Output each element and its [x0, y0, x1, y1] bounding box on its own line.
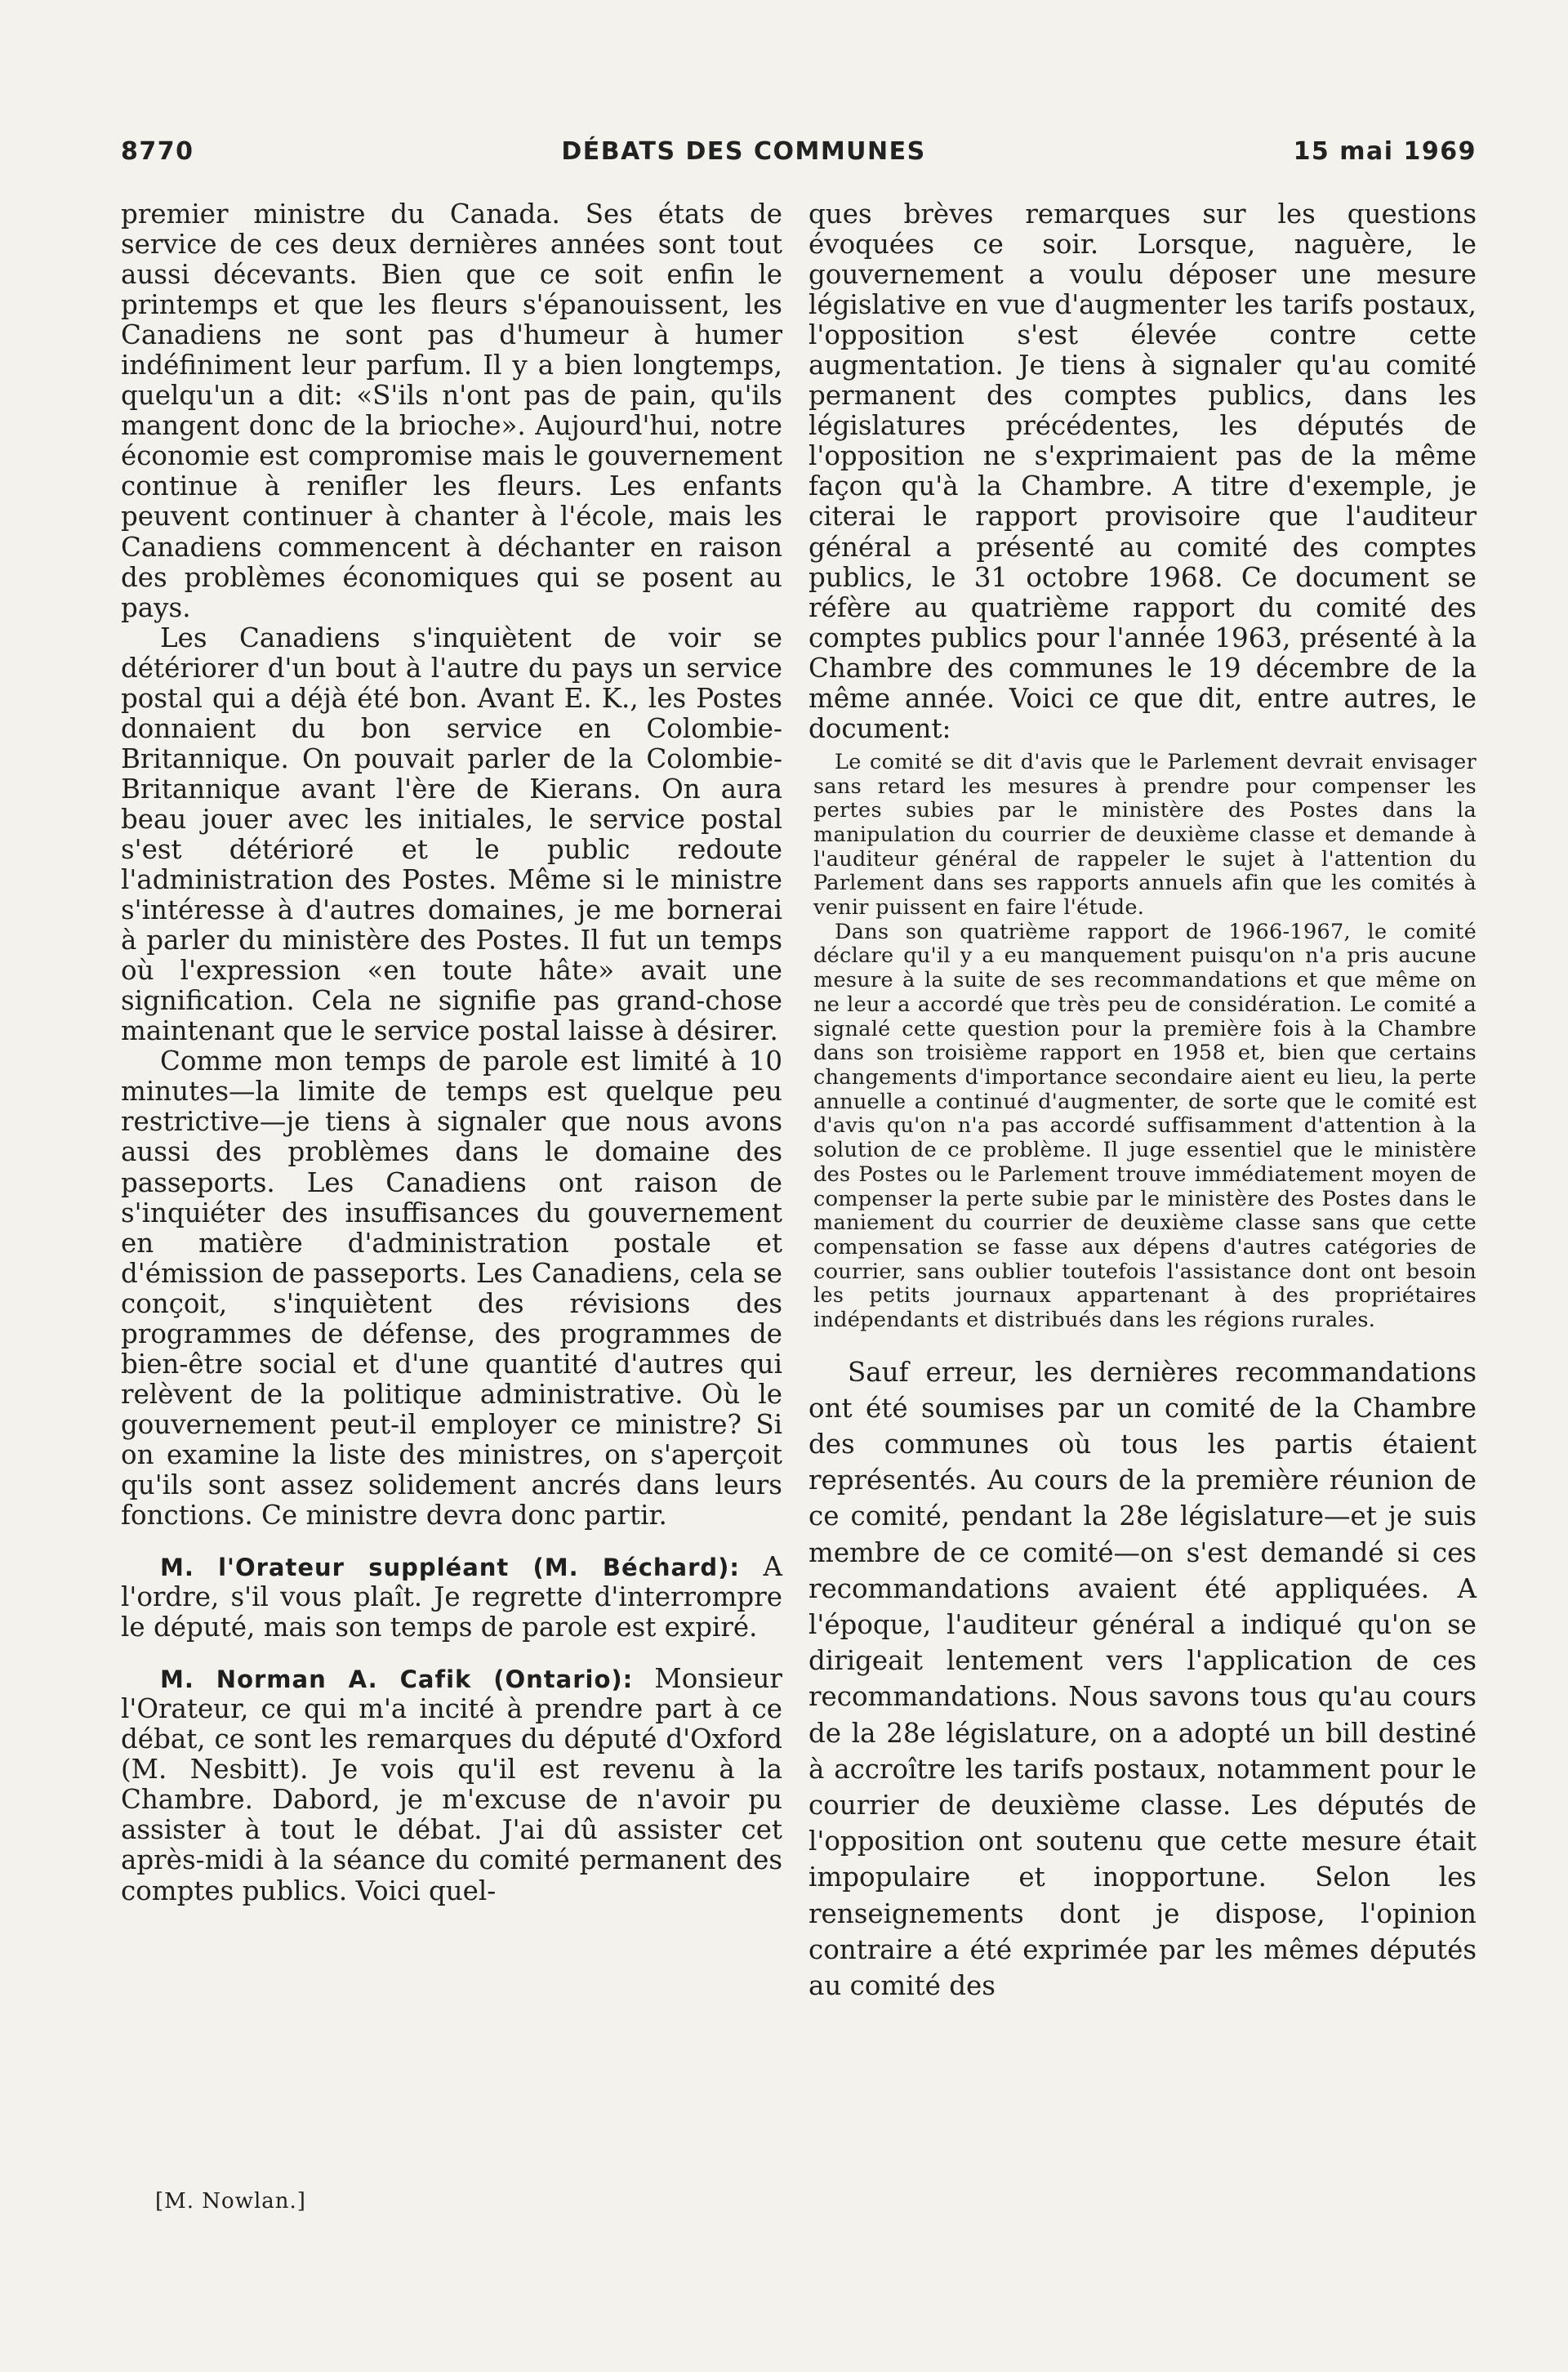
- paragraph: Sauf erreur, les dernières recommandations ont été soumises par un comité de la Chambre des communes où tous les partis étaient représentés. Au cours de la première réunion de ce comité, pendant la 28e législature—et je suis membre de ce comité—on s'est demandé si ces recommandations avaient été appliquées. A l'époque, l'auditeur général a indiqué qu'on se dirigeait lentement vers l'application de ces recommandations. Nous savons tous qu'au cours de la 28e législature, on a adopté un bill destiné à accroître les tarifs postaux, notamment pour le courrier de deuxième classe. Les députés de l'opposition ont soutenu que cette mesure était impopulaire et inopportune. Selon les renseignements dont je dispose, l'opinion contraire a été exprimée par les mêmes députés au comité des: [808, 1356, 1477, 2001]
- block-quote: [813, 751, 1477, 1333]
- quote-paragraph: Dans son quatrième rapport de 1966-1967, le comité déclare qu'il y a eu manquement puisqu'on n'a pris aucune mesure à la suite de ses recommandations et que même on ne leur a accordé que très peu de considération. Le comité a signalé cette question pour la première fois à la Chambre dans son troisième rapport en 1958 et, bien que certains changements d'importance secondaire aient eu lieu, la perte annuelle a continué d'augmenter, de sorte que le comité est d'avis qu'on n'a pas accordé suffisamment d'attention à la solution de ce problème. Il juge essentiel que le ministère des Postes ou le Parlement trouve immédiatement moyen de compenser la perte subie par le ministère des Postes dans le maniement du courrier de deuxième classe sans que cette compensation se fasse aux dépens d'autres catégories de courrier, sans oublier toutefois l'assistance dont ont besoin les petits journaux appartenant à des propriétaires indépendants et distribués dans les régions rurales.: [813, 919, 1477, 1333]
- speech-paragraph: [121, 1552, 782, 1643]
- right-column: [808, 199, 1477, 2004]
- paragraph: Les Canadiens s'inquiètent de voir se détériorer d'un bout à l'autre du pays un service postal qui a déjà été bon. Avant E. K., les Postes donnaient du bon service en Colombie-Britannique. On pouvait parler de la Colombie-Britannique avant l'ère de Kierans. On aura beau jouer avec les initiales, le service postal s'est détérioré et le public redoute l'administration des Postes. Même si le ministre s'intéresse à d'autres domaines, je me bornerai à parler du ministère des Postes. Il fut un temps où l'expression «en toute hâte» avait une signification. Cela ne signifie pas grand-chose maintenant que le service postal laisse à désirer.: [121, 622, 782, 1047]
- speaker-name: M. l'Orateur suppléant (M. Béchard):: [160, 1554, 741, 1582]
- paragraph: premier ministre du Canada. Ses états de service de ces deux dernières années sont tout aussi décevants. Bien que ce soit enfin le printemps et que les fleurs s'épanouissent, les Canadiens ne sont pas d'humeur à humer indéfiniment leur parfum. Il y a bien longtemps, quelqu'un a dit: «S'ils n'ont pas de pain, qu'ils mangent donc de la brioche». Aujourd'hui, notre économie est compromise mais le gouvernement continue à renifler les fleurs. Les enfants peuvent continuer à chanter à l'école, mais les Canadiens commencent à déchanter en raison des problèmes économiques qui se posent au pays.: [121, 198, 782, 623]
- speaker-name: M. Norman A. Cafik (Ontario):: [160, 1665, 634, 1694]
- speech-paragraph: [121, 1664, 782, 1906]
- paragraph: ques brèves remarques sur les questions évoquées ce soir. Lorsque, naguère, le gouvernement a voulu déposer une mesure législative en vue d'augmenter les tarifs postaux, l'opposition s'est élevée contre cette augmentation. Je tiens à signaler qu'au comité permanent des comptes publics, dans les législatures précédentes, les députés de l'opposition ne s'exprimaient pas de la même façon qu'à la Chambre. A titre d'exemple, je citerai le rapport provisoire que l'auditeur général a présenté au comité des comptes publics, le 31 octobre 1968. Ce document se réfère au quatrième rapport du comité des comptes publics pour l'année 1963, présenté à la Chambre des communes le 19 décembre de la même année. Voici ce que dit, entre autres, le document:: [808, 198, 1477, 744]
- page-number: 8770: [121, 137, 194, 166]
- publication-title: DÉBATS DES COMMUNES: [561, 137, 926, 166]
- speaker-footnote: [M. Nowlan.]: [155, 2189, 306, 2214]
- speech-text: A l'ordre, s'il vous plaît. Je regrette d'interrompre le député, mais son temps de parole est expiré.: [121, 1551, 782, 1643]
- left-column: [121, 199, 782, 1906]
- speech-text: Monsieur l'Orateur, ce qui m'a incité à prendre part à ce débat, ce sont les remarques du député d'Oxford (M. Nesbitt). Je vois qu'il est revenu à la Chambre. Dabord, je m'excuse de n'avoir pu assister à tout le débat. J'ai dû assister cet après-midi à la séance du comité permanent des comptes publics. Voici quel-: [121, 1663, 782, 1906]
- paragraph: Comme mon temps de parole est limité à 10 minutes—la limite de temps est quelque peu restrictive—je tiens à signaler que nous avons aussi des problèmes dans le domaine des passeports. Les Canadiens ont raison de s'inquiéter des insuffisances du gouvernement en matière d'administration postale et d'émission de passeports. Les Canadiens, cela se conçoit, s'inquiètent des révisions des programmes de défense, des programmes de bien-être social et d'une quantité d'autres qui relèvent de la politique administrative. Où le gouvernement peut-il employer ce ministre? Si on examine la liste des ministres, on s'aperçoit qu'ils sont assez solidement ancrés dans leurs fonctions. Ce ministre devra donc partir.: [121, 1046, 782, 1532]
- page-header: [121, 137, 1477, 178]
- page-date: 15 mai 1969: [1293, 137, 1477, 166]
- quote-paragraph: Le comité se dit d'avis que le Parlement devrait envisager sans retard les mesures à prendre pour compenser les pertes subies par le ministère des Postes dans la manipulation du courrier de deuxième classe et demande à l'auditeur général de rappeler le sujet à l'attention du Parlement dans ses rapports annuels afin que les comités à venir puissent en faire l'étude.: [813, 749, 1477, 921]
